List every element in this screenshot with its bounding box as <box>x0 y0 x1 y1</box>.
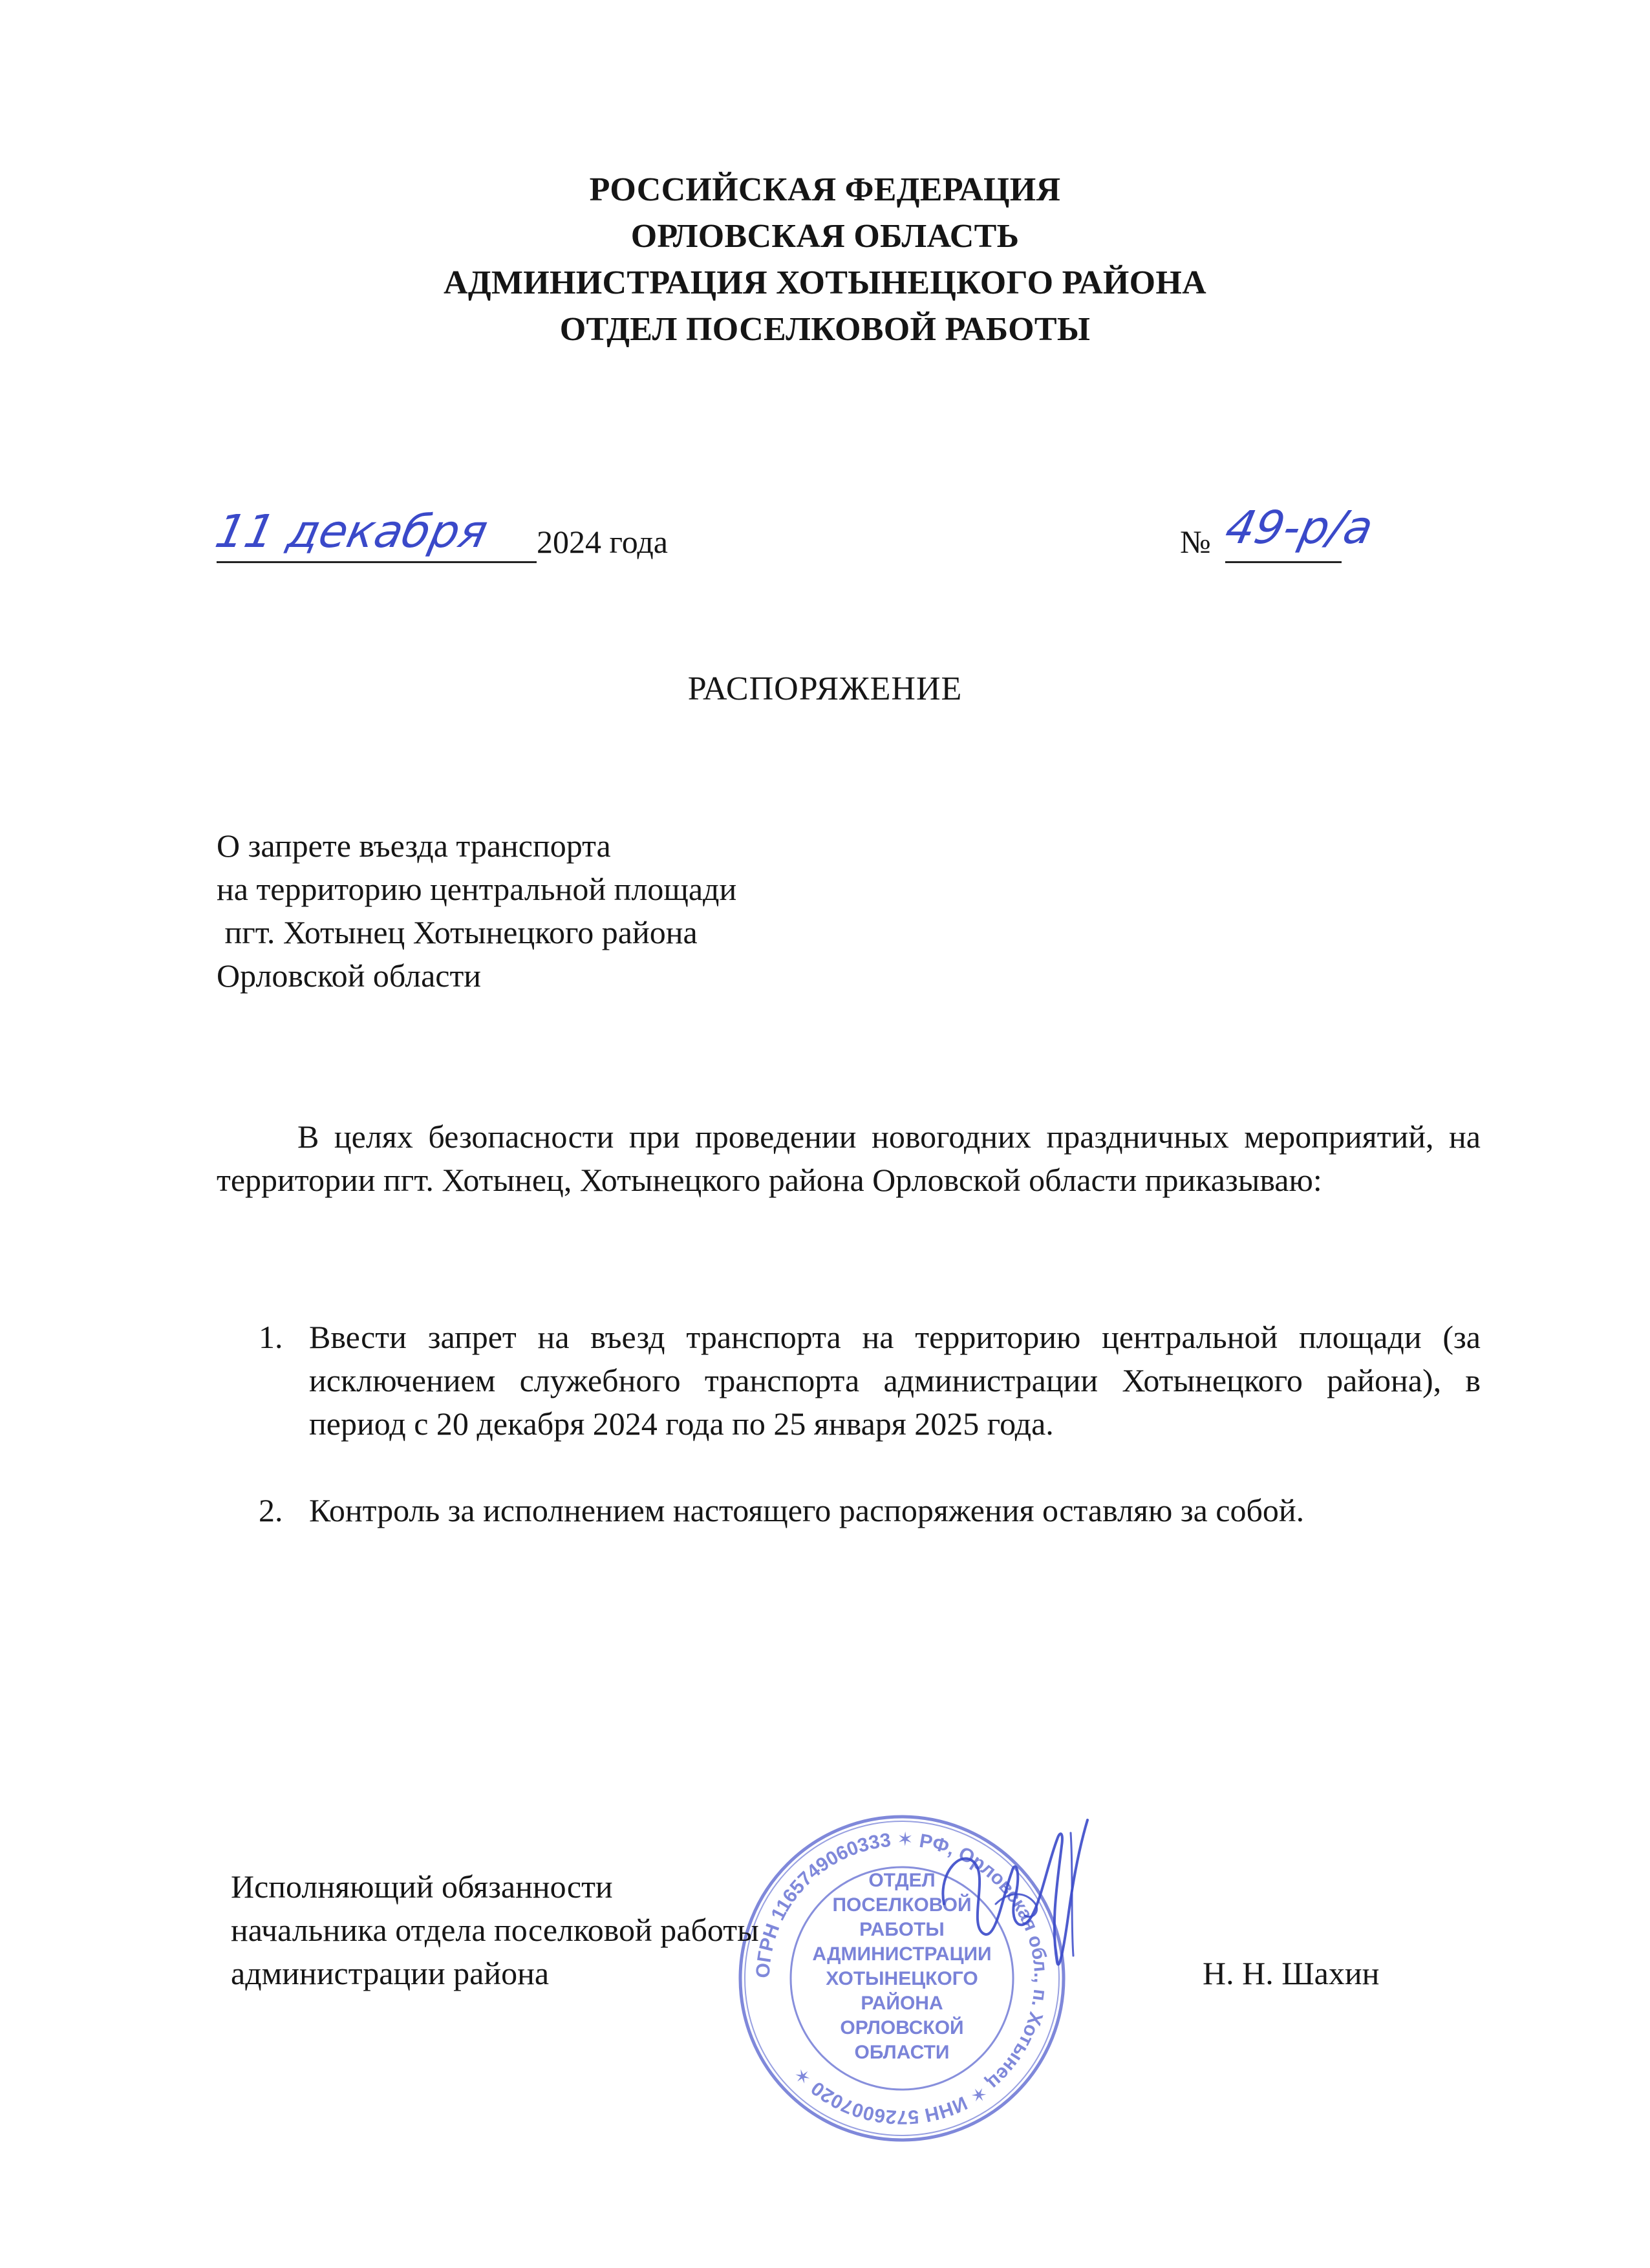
list-item-text: Ввести запрет на въезд транспорта на территорию центральной площади (за исключением служебного транспорта администрации Хотынецкого района), в период с 20 декабря 2024 года по 25 января 2025 года. <box>309 1319 1481 1442</box>
signatory-position-line: администрации района <box>231 1955 550 1991</box>
handwritten-signature <box>918 1794 1112 1988</box>
signatory-position-line: начальника отдела поселковой работы <box>231 1912 759 1948</box>
signatory-position-line: Исполняющий обязанности <box>231 1868 613 1905</box>
date-year-text: 2024 года <box>537 524 668 560</box>
stamp-center-line: ПОСЕЛКОВОЙ <box>832 1894 972 1916</box>
list-item-text: Контроль за исполнением настоящего распоряжения оставляю за собой. <box>309 1492 1305 1528</box>
subject-line: Орловской области <box>217 957 482 994</box>
number-sign: № <box>1180 524 1211 560</box>
list-item-number: 2. <box>259 1492 283 1528</box>
letterhead-line-country: РОССИЙСКАЯ ФЕДЕРАЦИЯ <box>589 171 1061 208</box>
stamp-center-line: ХОТЫНЕЦКОГО <box>826 1968 978 1989</box>
letterhead-line-region: ОРЛОВСКАЯ ОБЛАСТЬ <box>630 218 1020 255</box>
document-type-title: РАСПОРЯЖЕНИЕ <box>687 670 963 707</box>
preamble-paragraph: В целях безопасности при проведении новогодних праздничных мероприятий, на территории пгт. Хотынец, Хотынецкого района Орловской области приказываю: <box>217 1118 1481 1198</box>
date-underline <box>217 561 537 563</box>
list-item <box>259 1316 1481 1446</box>
signatory-position <box>231 1865 759 1995</box>
handwritten-date: 11 декабря <box>211 505 493 558</box>
date-number-row <box>211 501 1458 582</box>
stamp-ring-text: ОГРН 1165749060333 ✶ РФ, Орловская обл., п. Хотынец ✶ ИНН 5726007020 ✶ <box>752 1828 1052 2128</box>
list-item <box>259 1489 1481 1532</box>
subject-line: на территорию центральной площади <box>217 871 737 907</box>
subject-line: О запрете въезда транспорта <box>217 828 611 864</box>
subject-block <box>217 824 736 998</box>
stamp-center-line: ОБЛАСТИ <box>854 2042 950 2063</box>
list-item-number: 1. <box>259 1319 283 1355</box>
handwritten-number: 49-р/а <box>1221 501 1378 554</box>
preamble-block <box>217 1115 1481 1202</box>
order-items-list <box>259 1316 1481 1532</box>
subject-line: пгт. Хотынец Хотынецкого района <box>217 914 698 950</box>
stamp-center-line: ОРЛОВСКОЙ <box>840 2017 964 2038</box>
number-underline <box>1225 561 1342 563</box>
stamp-center-line: РАЙОНА <box>861 1993 943 2014</box>
letterhead-line-department: ОТДЕЛ ПОСЕЛКОВОЙ РАБОТЫ <box>559 311 1091 348</box>
stamp-center-line: РАБОТЫ <box>859 1919 945 1940</box>
letterhead <box>0 167 1650 353</box>
signatory-name: Н. Н. Шахин <box>1203 1955 1380 1991</box>
stamp-center-line: ОТДЕЛ <box>868 1870 936 1891</box>
letterhead-line-administration: АДМИНИСТРАЦИЯ ХОТЫНЕЦКОГО РАЙОНА <box>443 264 1207 301</box>
stamp-center-line: АДМИНИСТРАЦИИ <box>812 1943 992 1965</box>
